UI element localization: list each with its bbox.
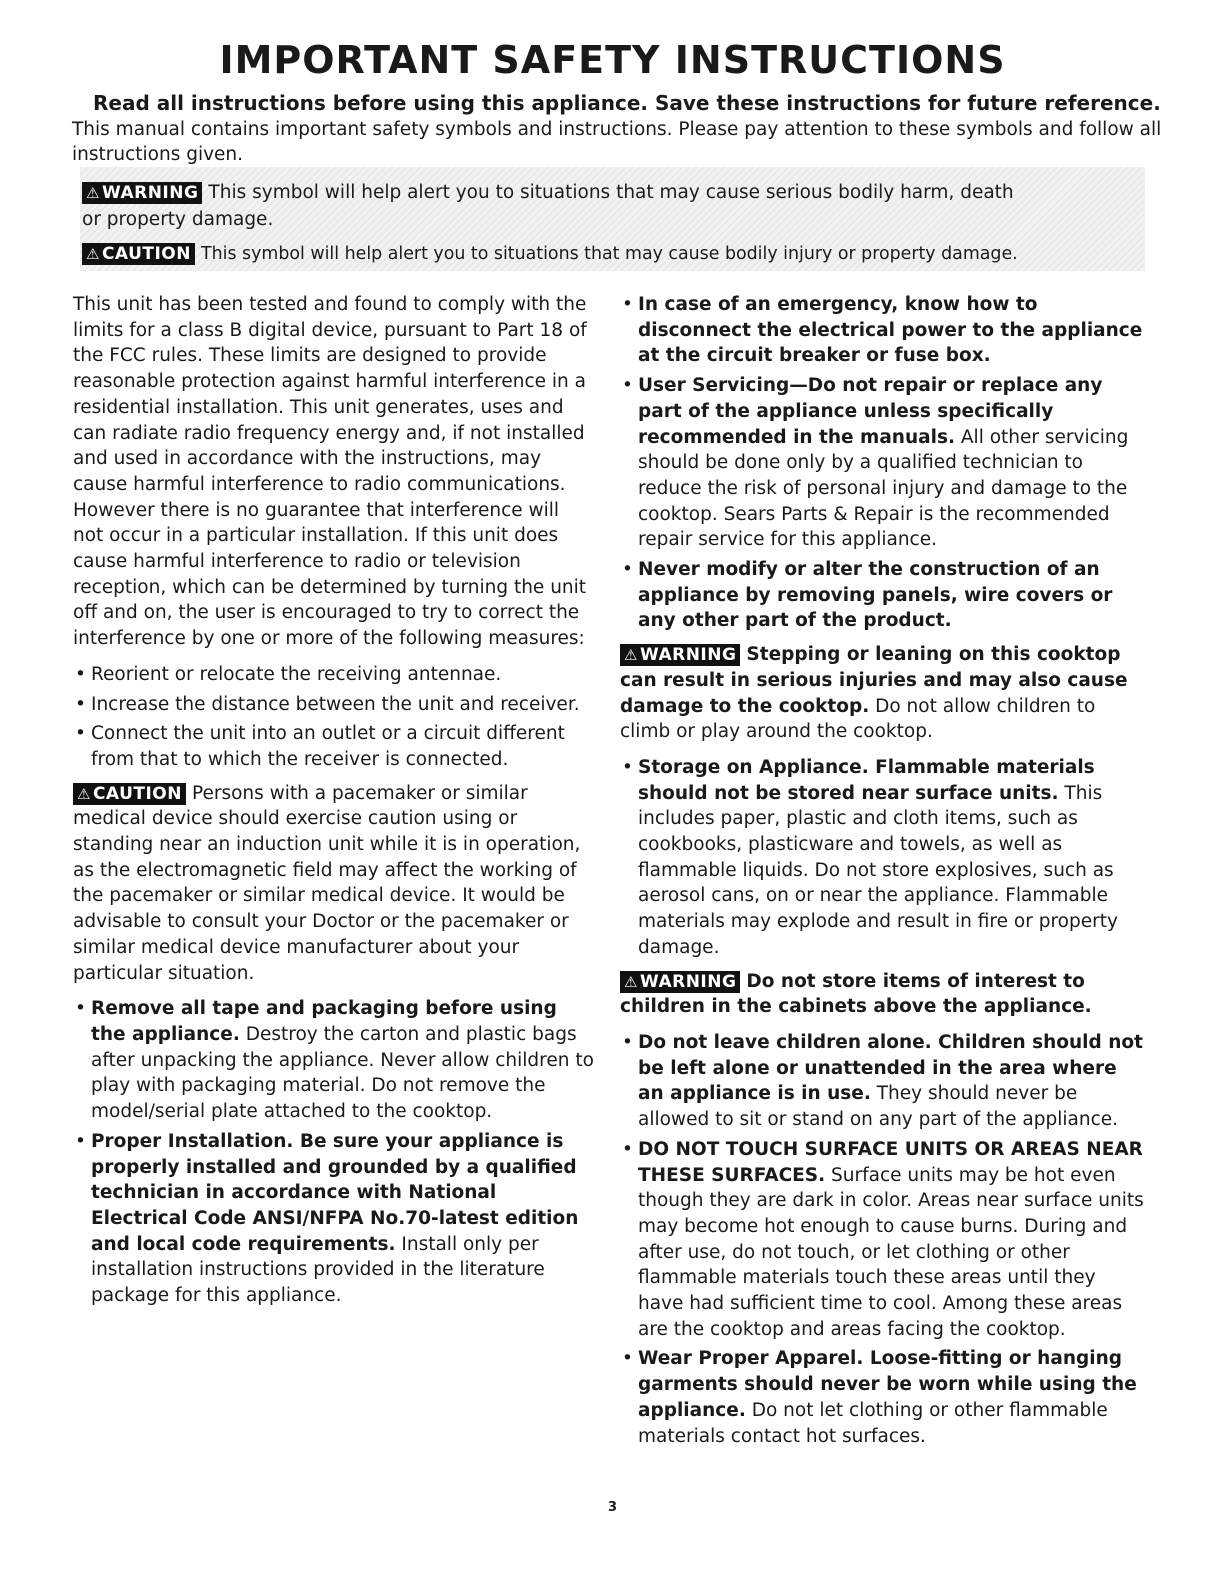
emergency-heading: In case of an emergency, know how to disconnect the electrical power to the appliance at the circuit breaker or fuse box. xyxy=(638,294,1143,367)
apparel-heading: Wear Proper Apparel. Loose-fitting or hanging garments should never be worn while using the appliance. xyxy=(638,1348,1137,1421)
right-column xyxy=(620,292,1145,1457)
warning-legend-line xyxy=(82,180,1014,206)
touch-heading: DO NOT TOUCH SURFACE UNITS OR AREAS NEAR THESE SURFACES. xyxy=(638,1138,1143,1186)
caution-legend-text: This symbol will help alert you to situations that may cause bodily injury or property damage. xyxy=(200,244,1018,264)
proper-installation-heading: Proper Installation. Be sure your appliance is properly installed and grounded by a qualified technician in accordance with National Electrical Code ANSI/NFPA No.70-latest edition and local code requirements. xyxy=(91,1130,579,1255)
list-item: • Connect the unit into an outlet or a circuit different from that to which the receiver is connected. xyxy=(73,721,595,772)
caution-badge-label: CAUTION xyxy=(101,244,191,264)
caution-triangle-icon: ⚠ xyxy=(86,245,100,263)
modify-heading: Never modify or alter the construction of an appliance by removing panels, wire covers or any other part of the product. xyxy=(638,559,1113,632)
right-bullets-top xyxy=(620,292,1145,634)
fcc-paragraph: This unit has been tested and found to comply with the limits for a class B digital device, pursuant to Part 18 of the FCC rules. These limits are designed to provide reasonable protection against harmful interference in a residential installation. This unit generates, uses and can radiate radio frequency energy and, if not installed and used in accordance with the instructions, may cause harmful interference to radio communications. However there is no guarantee that interference will not occur in a particular installation. If this unit does cause harmful interference to radio or television reception, which can be determined by turning the unit off and on, the user is encouraged to try to correct the interference by one or more of the following measures: xyxy=(73,294,587,650)
list-item: • Increase the distance between the unit and receiver. xyxy=(73,692,595,718)
list-item xyxy=(620,557,1145,634)
caution-badge xyxy=(73,783,186,805)
list-item xyxy=(620,373,1145,553)
caution-triangle-icon: ⚠ xyxy=(77,784,91,803)
list-item xyxy=(620,1137,1145,1343)
pacemaker-caution xyxy=(73,781,595,987)
warning-legend-line-2: or property damage. xyxy=(82,209,274,230)
lead-instruction: Read all instructions before using this appliance. Save these instructions for future reference. xyxy=(93,91,1161,115)
caution-legend-line xyxy=(82,241,1018,267)
pacemaker-text: Persons with a pacemaker or similar medical device should exercise caution using or standing near an induction unit while it is in operation, as the electromagnetic field may affect the working of the pacemaker or similar medical device. It would be advisable to consult your Doctor or the pacemaker or similar medical device manufacturer about your particular situation. xyxy=(73,782,581,984)
caution-badge-label: CAUTION xyxy=(92,783,182,804)
list-item: • Reorient or relocate the receiving antennae. xyxy=(73,662,595,688)
left-column xyxy=(73,292,595,1317)
warning-badge-label: WARNING xyxy=(639,971,737,992)
warning-triangle-icon: ⚠ xyxy=(86,184,100,202)
touch-text: Surface units may be hot even though they are dark in color. Areas near surface units may become hot enough to cause burns. During and after use, do not touch, or let clothing or other flammable materials touch these areas until they have had sufficient time to cool. Among these areas are the cooktop and areas facing the cooktop. xyxy=(638,1164,1144,1340)
measures-list xyxy=(73,662,595,773)
stepping-text: Do not allow children to climb or play around the cooktop. xyxy=(620,695,1096,743)
symbol-legend xyxy=(80,167,1145,271)
warning-badge-label: WARNING xyxy=(101,183,199,203)
apparel-text: Do not let clothing or other flammable materials contact hot surfaces. xyxy=(638,1399,1108,1447)
proper-installation-text: Install only per installation instructions provided in the literature package for this appliance. xyxy=(91,1233,545,1307)
remove-packaging-heading: Remove all tape and packaging before using the appliance. xyxy=(91,998,557,1045)
warning-triangle-icon: ⚠ xyxy=(624,646,638,665)
page-title: IMPORTANT SAFETY INSTRUCTIONS xyxy=(219,38,1006,82)
stepping-warning xyxy=(620,642,1145,745)
servicing-heading: User Servicing—Do not repair or replace any part of the appliance unless specifically recommended in the manuals. xyxy=(638,375,1103,448)
storage-bullets xyxy=(620,755,1145,961)
intro-paragraph: This manual contains important safety symbols and instructions. Please pay attention to these symbols and follow all instructions given. xyxy=(72,119,1162,165)
list-item xyxy=(620,1346,1145,1449)
warning-legend-text: This symbol will help alert you to situations that may cause serious bodily harm, death xyxy=(208,182,1014,203)
warning-badge xyxy=(82,182,202,204)
children-warning-heading: Do not store items of interest to children in the cabinets above the appliance. xyxy=(620,970,1092,1018)
list-item xyxy=(620,1030,1145,1133)
warning-badge xyxy=(620,644,740,666)
right-bullets-bottom xyxy=(620,1030,1145,1449)
storage-heading: Storage on Appliance. Flammable materials should not be stored near surface units. xyxy=(638,756,1095,804)
children-heading: Do not leave children alone. Children should not be left alone or unattended in the area where an appliance is in use. xyxy=(638,1031,1143,1105)
page-number: 3 xyxy=(607,1500,618,1515)
list-item xyxy=(620,755,1145,961)
stepping-heading: Stepping or leaning on this cooktop can result in serious injuries and may also cause damage to the cooktop. xyxy=(620,644,1128,717)
children-text: They should never be allowed to sit or stand on any part of the appliance. xyxy=(638,1083,1119,1131)
warning-triangle-icon: ⚠ xyxy=(624,972,638,991)
list-item xyxy=(73,996,595,1125)
storage-text: This includes paper, plastic and cloth items, such as cookbooks, plasticware and towels, as well as flammable liquids. Do not store explosives, such as aerosol cans, on or near the appliance. Flammable materials may explode and result in fire or property damage. xyxy=(638,782,1118,958)
list-item xyxy=(73,1129,595,1309)
list-item xyxy=(620,292,1145,369)
warning-badge xyxy=(620,971,740,993)
warning-badge-label: WARNING xyxy=(639,645,737,666)
children-warning xyxy=(620,969,1145,1020)
caution-badge xyxy=(82,243,195,265)
servicing-text: All other servicing should be done only by a qualified technician to reduce the risk of personal injury and damage to the cooktop. Sears Parts & Repair is the recommended repair service for this appliance. xyxy=(638,426,1129,551)
left-bullets xyxy=(73,996,595,1308)
remove-packaging-text: Destroy the carton and plastic bags after unpacking the appliance. Never allow children to play with packaging material. Do not remove the model/serial plate attached to the cooktop. xyxy=(91,1023,594,1123)
